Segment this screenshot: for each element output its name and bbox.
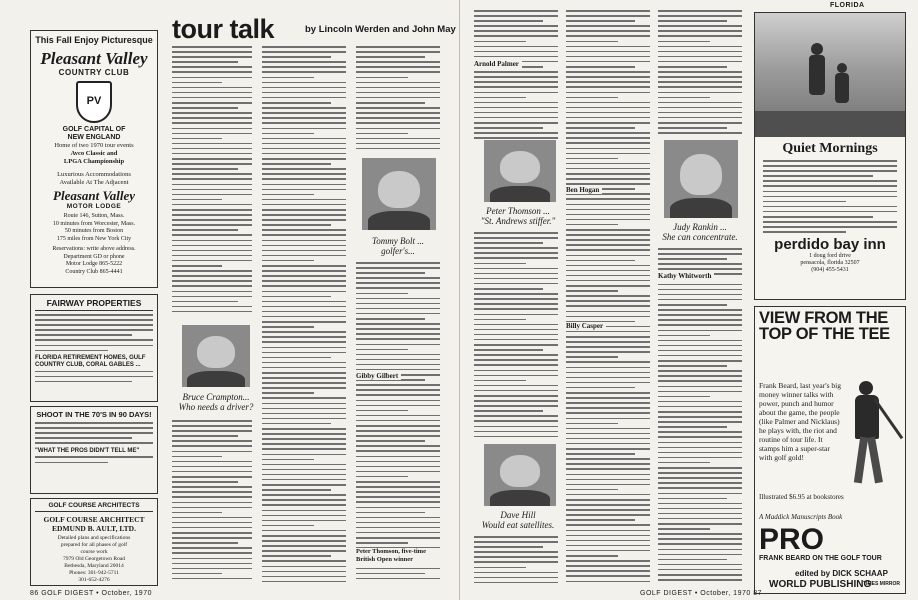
tour-events-line-1: Home of two 1970 tour events [54, 142, 134, 149]
pro-title: PRO [759, 523, 825, 556]
florida-homes-text: FLORIDA RETIREMENT HOMES, GULF COUNTRY CLUB, CORAL GABLES ... [35, 354, 146, 368]
subhead-billy: Billy Casper [566, 322, 606, 330]
fairway-title: FAIRWAY PROPERTIES [35, 298, 153, 311]
club-name: Pleasant Valley [40, 49, 148, 68]
club-sub: COUNTRY CLUB [58, 68, 130, 77]
golf-course-architects-box [30, 498, 158, 586]
article-col-6-bottom [658, 248, 742, 584]
article-col-4-top [474, 10, 558, 140]
quiet-mornings-body [755, 157, 905, 233]
shoot-book-line: "WHAT THE PROS DIDN'T TELL ME" [35, 448, 140, 455]
pro-subtitle: FRANK BEARD ON THE GOLF TOUR [759, 555, 882, 562]
subhead-ben: Ben Hogan [566, 186, 602, 194]
golfer-silhouette [811, 43, 823, 55]
rankin-caption-1: Judy Rankin ... [673, 222, 727, 232]
architect-label: GOLF COURSE ARCHITECT [43, 515, 145, 524]
architect-line-7: 301-652-4276 [78, 577, 110, 583]
pleasant-valley-ad [30, 30, 158, 288]
architect-line-3: course work [80, 549, 108, 555]
address-2: 10 minutes from Worcester, Mass. [52, 220, 136, 227]
quiet-mornings-title: Quiet Mornings [782, 141, 878, 156]
contact-1: Reservations: write above address. [52, 246, 136, 252]
golfers-photo [755, 13, 905, 137]
architect-line-2: prepared for all phases of golf [60, 542, 128, 548]
lodge-intro-2: Available At The Adjacent [59, 179, 129, 186]
shoot-body [35, 422, 153, 444]
article-col-4-bottom [474, 536, 558, 584]
architects-title: GOLF COURSE ARCHITECTS [35, 502, 153, 512]
shoot-in-70s-box [30, 406, 158, 494]
golf-capital-line-2: NEW ENGLAND [67, 134, 121, 141]
fairway-body-text [35, 314, 153, 351]
book-headline: VIEW FROM THE TOP OF THE TEE [759, 309, 890, 343]
subhead-arnold: Arnold Palmer [474, 60, 522, 68]
publisher: WORLD PUBLISHING [769, 579, 872, 590]
tour-events-line-2: Avco Classic and [70, 150, 118, 157]
contact-4: Country Club 865-4441 [65, 268, 123, 275]
pro-book-ad [754, 306, 906, 594]
architect-line-1: Detailed plans and specifications [57, 535, 131, 541]
architect-line-6: Phones: 301-942-5711 [69, 570, 119, 576]
article-col-3-bottom [356, 262, 440, 582]
folio-left: 86 GOLF DIGEST • October, 1970 [30, 590, 152, 597]
subhead-gibby: Gibby Gilbert [356, 372, 401, 380]
address-4: 175 miles from New York City [56, 235, 132, 242]
edited-by: edited by DICK SCHAAP [795, 569, 888, 578]
article-col-2 [262, 46, 346, 582]
article-col-1-top [172, 46, 252, 318]
golfer-illustration [839, 381, 901, 491]
lodge-intro-1: Luxurious Accommodations [57, 171, 131, 178]
perdido-address-2: pensacola, florida 32507 [800, 260, 860, 267]
crampton-caption-2: Who needs a driver? [178, 402, 254, 412]
golf-capital-line-1: GOLF CAPITAL OF [62, 126, 126, 133]
bruce-crampton-photo [182, 325, 250, 387]
perdido-address-1: 1 doug ford drive [809, 253, 851, 260]
article-title: tour talk [172, 14, 275, 44]
address-3: 50 minutes from Boston [64, 228, 124, 234]
perdido-logo: perdido bay inn [774, 236, 886, 254]
thomson-caption-1: Peter Thomson ... [486, 206, 550, 216]
contact-2: Department GD or phone [63, 253, 125, 260]
lodge-name: Pleasant Valley [53, 188, 135, 203]
article-col-5 [566, 10, 650, 584]
page-gutter [459, 0, 460, 600]
crest-logo [76, 81, 112, 123]
address-1: Route 146, Sutton, Mass. [63, 213, 125, 219]
article-col-1-bottom [172, 420, 252, 582]
hill-caption-2: Would eat satellites. [481, 520, 555, 530]
book-intro: Frank Beard, last year's big money winner talks with power, punch and humor about the game, the people (like Palmer and Nicklaus) he plays with, the riot and routine of tour life. It stamps him a super-star with golf gold! [759, 381, 841, 462]
article-col-4-mid [474, 232, 558, 438]
lodge-sub: MOTOR LODGE [66, 203, 122, 210]
article-col-6-top [658, 10, 742, 134]
architect-line-5: Bethesda, Maryland 20014 [64, 563, 124, 569]
shoot-body-2 [35, 456, 153, 463]
contact-3: Motor Lodge 865-5222 [65, 261, 123, 267]
florida-homes-body [35, 371, 153, 383]
publisher-sub: TIMES MIRROR [863, 581, 900, 587]
subhead-peter: Peter Thomson, five-time British Open winner [356, 548, 440, 564]
dave-hill-photo [484, 444, 556, 506]
judy-rankin-photo [664, 140, 738, 218]
peter-thomson-photo [484, 140, 556, 202]
fairway-properties-box [30, 294, 158, 402]
perdido-bay-ad [754, 12, 906, 300]
hill-caption-1: Dave Hill [500, 510, 536, 520]
architect-name: EDMUND B. AULT, LTD. [52, 524, 136, 533]
perdido-address-3: (904) 455-5431 [811, 267, 849, 274]
ad-headline: This Fall Enjoy Picturesque [35, 35, 153, 45]
tour-events-line-3: LPGA Championship [63, 158, 125, 165]
book-series: A Maddick Manuscripts Book [759, 513, 843, 521]
florida-tag: FLORIDA [830, 2, 865, 9]
thomson-caption-2: "St. Andrews stiffer." [480, 216, 556, 226]
article-col-3-top [356, 46, 440, 152]
shoot-title: SHOOT IN THE 70'S IN 90 DAYS! [36, 410, 152, 419]
architect-line-4: 7979 Old Georgetown Road [62, 556, 126, 562]
folio-right: GOLF DIGEST • October, 1970 87 [640, 590, 762, 597]
bolt-caption-2: golfer's... [381, 246, 415, 256]
tommy-bolt-photo [362, 158, 436, 230]
bolt-caption-1: Tommy Bolt ... [372, 236, 424, 246]
crampton-caption-1: Bruce Crampton... [182, 392, 250, 402]
crest-letters: PV [86, 95, 102, 107]
rankin-caption-2: She can concentrate. [662, 232, 738, 242]
article-byline: by Lincoln Werden and John May [305, 24, 456, 35]
subhead-kathy: Kathy Whitworth [658, 272, 714, 280]
book-illustrated: Illustrated $6.95 at bookstores [759, 493, 844, 501]
